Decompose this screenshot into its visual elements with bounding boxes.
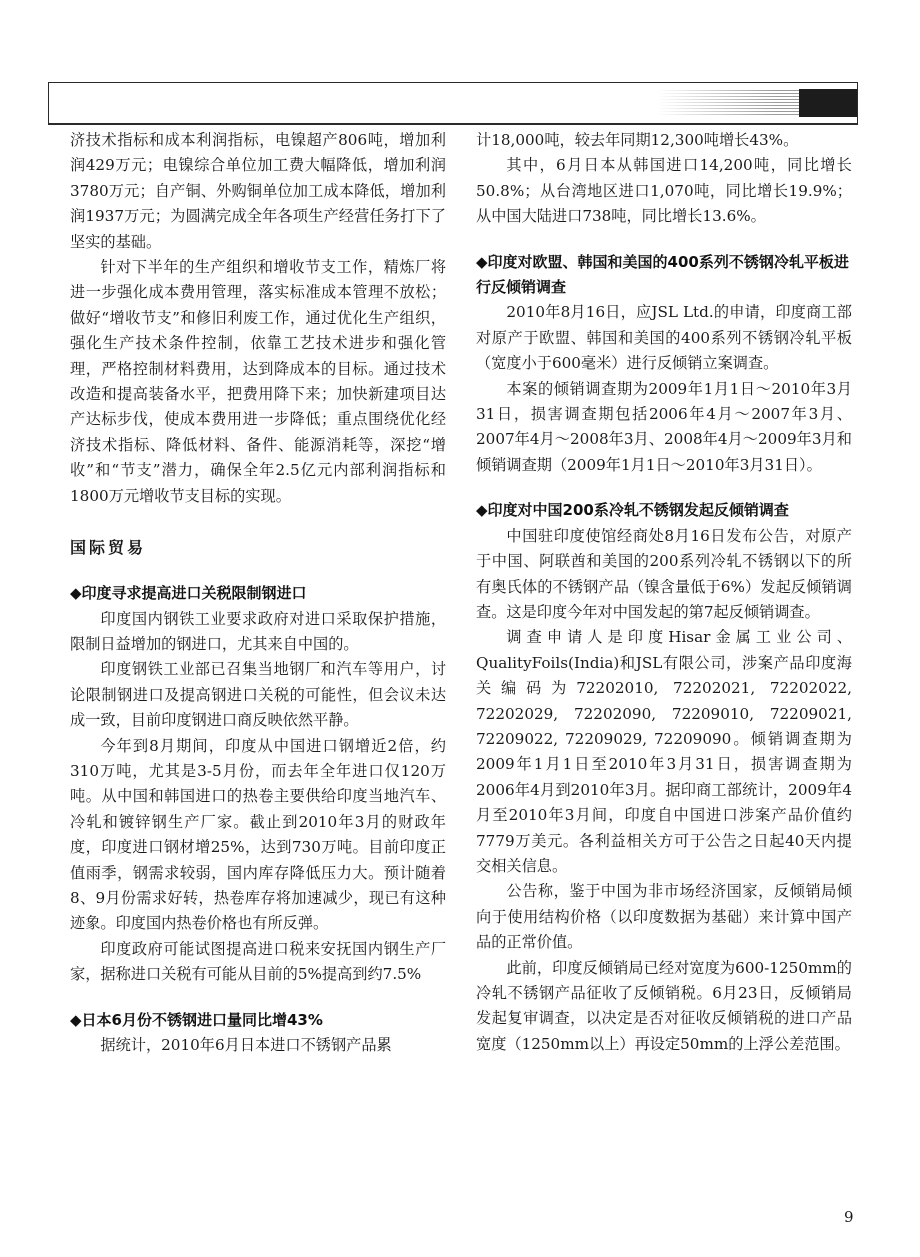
paragraph: 济技术指标和成本利润指标，电镍超产806吨，增加利润429万元；电镍综合单位加工费大幅降低，增加利润3780万元；自产铜、外购铜单位加工成本降低，增加利润1937万元；为圆满完成全年各项生产经营任务打下了坚实的基础。 xyxy=(70,131,446,251)
paragraph: 印度钢铁工业部已召集当地钢厂和汽车等用户，讨论限制钢进口及提高钢进口关税的可能性，但会议未达成一致，目前印度钢进口商反映依然平静。 xyxy=(70,660,446,730)
paragraph: 印度国内钢铁工业要求政府对进口采取保护措施，限制日益增加的钢进口，尤其来自中国的。 xyxy=(70,609,446,653)
article-title: ◆印度寻求提高进口关税限制钢进口 xyxy=(70,584,307,603)
page-number: 9 xyxy=(844,1208,854,1226)
article-title: ◆印度对欧盟、韩国和美国的400系列不锈钢冷轧平板进行反倾销调查 xyxy=(476,252,849,297)
paragraph: 其中，6月日本从韩国进口14,200吨，同比增长50.8%；从台湾地区进口1,070吨，同比增长19.9%；从中国大陆进口738吨，同比增长13.6%。 xyxy=(476,156,852,226)
paragraph: 中国驻印度使馆经商处8月16日发布公告，对原产于中国、阿联酋和美国的200系列冷轧不锈钢以下的所有奥氏体的不锈钢产品（镍含量低于6%）发起反倾销调查。这是印度今年对中国发起的第7起反倾销调查。 xyxy=(476,526,852,621)
paragraph: 本案的倾销调查期为2009年1月1日～2010年3月31日，损害调查期包括2006年4月～2007年3月、2007年4月～2008年3月、2008年4月～2009年3月和倾销调查期（2009年1月1日～2010年3月31日）。 xyxy=(476,379,852,474)
paragraph: 2010年8月16日，应JSL Ltd.的申请，印度商工部对原产于欧盟、韩国和美国的400系列不锈钢冷轧平板（宽度小于600毫米）进行反倾销立案调查。 xyxy=(476,303,852,373)
article-title: ◆印度对中国200系冷轧不锈钢发起反倾销调查 xyxy=(476,501,789,520)
right-column xyxy=(476,128,852,1057)
paragraph: 此前，印度反倾销局已经对宽度为600-1250mm的冷轧不锈钢产品征收了反倾销税。6月23日，反倾销局发起复审调查，以决定是否对征收反倾销税的进口产品宽度（1250mm以上）再设定50mm的上浮公差范围。 xyxy=(476,958,852,1053)
page-header-bar xyxy=(48,82,858,125)
article-title: ◆日本6月份不锈钢进口量同比增43% xyxy=(70,1010,323,1029)
paragraph: 印度政府可能试图提高进口税来安抚国内钢生产厂家，据称进口关税有可能从目前的5%提高到约7.5% xyxy=(70,939,446,984)
paragraph: 针对下半年的生产组织和增收节支工作，精炼厂将进一步强化成本费用管理，落实标准成本管理不放松；做好“增收节支”和修旧利废工作，通过优化生产组织，强化生产技术条件控制，依靠工艺技术进步和强化管理，严格控制材料费用，达到降成本的目标。通过技术改造和提高装备水平，把费用降下来；加快新建项目达产达标步伐，使成本费用进一步降低；重点围绕优化经济技术指标、降低材料、备件、能源消耗等，深挖“增收”和“节支”潜力，确保全年2.5亿元内部利润指标和1800万元增收节支目标的实现。 xyxy=(70,258,446,505)
paragraph: 今年到8月期间，印度从中国进口钢增近2倍，约310万吨，尤其是3-5月份，而去年全年进口仅120万吨。从中国和韩国进口的热卷主要供给印度当地汽车、冷轧和镀锌钢生产厂家。截止到2010年3月的财政年度，印度进口钢材增25%，达到730万吨。目前印度正值雨季，钢需求较弱，国内库存降低压力大。预计随着8、9月份需求好转，热卷库存将加速减少，现已有这种迹象。印度国内热卷价格也有所反弹。 xyxy=(70,736,446,933)
left-column xyxy=(70,128,446,1058)
paragraph: 据统计，2010年6月日本进口不锈钢产品累 xyxy=(100,1036,392,1054)
paragraph: 调查申请人是印度Hisar金属工业公司、QualityFoils(India)和JSL有限公司，涉案产品印度海关编码为72202010, 72202021, 72202022, 72202029, 72202090, 72209010, 72209021, 72209022, 72209029, 72209090。倾销调查期为2009年1月1日至2010年3月31日，损害调查期为2006年4月到2010年3月。据印商工部统计，2009年4月至2010年3月间，印度自中国进口涉案产品价值约7779万美元。各利益相关方可于公告之日起40天内提交相关信息。 xyxy=(476,628,852,875)
header-black-block xyxy=(799,89,857,117)
section-title: 国际贸易 xyxy=(70,538,147,558)
paragraph: 公告称，鉴于中国为非市场经济国家，反倾销局倾向于使用结构价格（以印度数据为基础）来计算中国产品的正常价值。 xyxy=(476,882,852,952)
paragraph: 计18,000吨，较去年同期12,300吨增长43%。 xyxy=(476,131,799,149)
